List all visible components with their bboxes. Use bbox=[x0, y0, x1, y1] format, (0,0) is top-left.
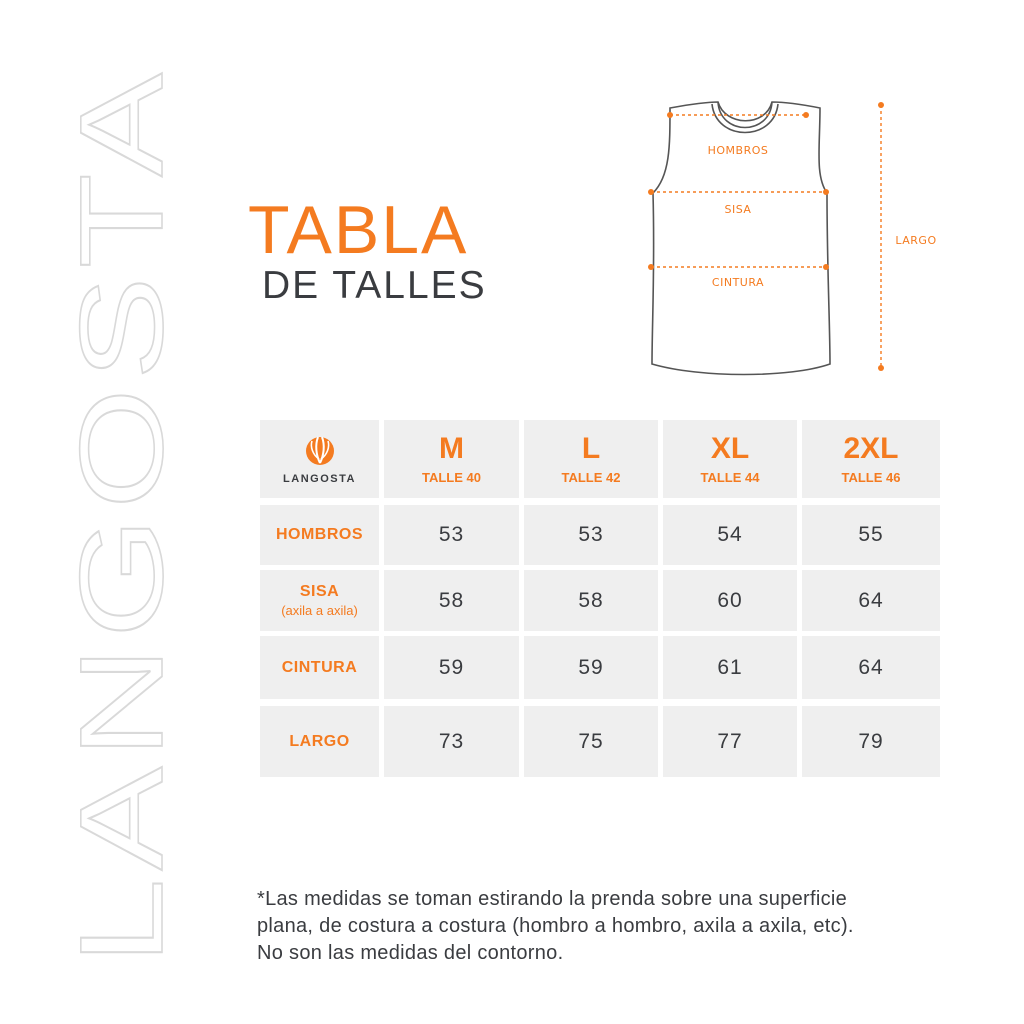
page-title: TABLA bbox=[248, 192, 469, 268]
row-label-sisa bbox=[260, 570, 379, 631]
brand-watermark bbox=[56, 60, 188, 970]
row-label: LARGO bbox=[289, 732, 350, 750]
table-cell bbox=[384, 505, 519, 565]
cell-value: 61 bbox=[717, 655, 743, 679]
cell-value: 59 bbox=[578, 655, 604, 679]
lobster-logo-icon bbox=[303, 433, 337, 467]
size-header-l bbox=[524, 420, 658, 498]
cell-value: 77 bbox=[717, 729, 743, 753]
table-cell bbox=[384, 706, 519, 777]
table-cell bbox=[663, 706, 797, 777]
table-cell bbox=[384, 636, 519, 699]
watermark-text: LANGOSTA bbox=[56, 283, 188, 965]
size-header-xl bbox=[663, 420, 797, 498]
brand-logo-cell bbox=[260, 420, 379, 498]
row-label: HOMBROS bbox=[275, 526, 364, 543]
cell-value: 64 bbox=[858, 655, 884, 679]
cell-value: 55 bbox=[858, 523, 884, 546]
size-table bbox=[260, 420, 940, 777]
table-cell bbox=[524, 570, 658, 631]
cell-value: 79 bbox=[858, 729, 884, 753]
note-line: plana, de costura a costura (hombro a hombro, axila a axila, etc). bbox=[257, 915, 854, 937]
cell-value: 58 bbox=[578, 588, 604, 612]
cell-value: 64 bbox=[858, 588, 884, 612]
size-letter: XL bbox=[710, 431, 750, 465]
label-cintura: CINTURA bbox=[711, 276, 765, 289]
note-line: *Las medidas se toman estirando la prenda sobre una superficie bbox=[257, 888, 848, 910]
page-subtitle: DE TALLES bbox=[262, 264, 487, 307]
table-cell bbox=[802, 636, 940, 699]
table-cell bbox=[663, 570, 797, 631]
cell-value: 53 bbox=[578, 523, 604, 546]
size-talle: TALLE 44 bbox=[700, 469, 760, 485]
table-cell bbox=[663, 505, 797, 565]
cell-value: 54 bbox=[717, 523, 743, 546]
size-letter: M bbox=[439, 431, 464, 465]
measurement-note bbox=[257, 886, 957, 967]
note-line: No son las medidas del contorno. bbox=[257, 942, 564, 964]
table-cell bbox=[802, 570, 940, 631]
tank-top-diagram bbox=[640, 96, 950, 386]
cell-value: 73 bbox=[438, 729, 465, 753]
size-header-m bbox=[384, 420, 519, 498]
table-cell bbox=[384, 570, 519, 631]
row-label-largo bbox=[260, 706, 379, 777]
row-label: SISA bbox=[299, 583, 340, 600]
table-cell bbox=[524, 706, 658, 777]
table-cell bbox=[802, 505, 940, 565]
brand-name: LANGOSTA bbox=[283, 473, 356, 485]
size-talle: TALLE 42 bbox=[561, 469, 621, 485]
row-label-cintura bbox=[260, 636, 379, 699]
label-largo: LARGO bbox=[895, 234, 937, 247]
row-label: CINTURA bbox=[281, 658, 358, 676]
row-sublabel: (axila a axila) bbox=[281, 603, 358, 618]
label-hombros: HOMBROS bbox=[707, 144, 769, 157]
size-header-2xl bbox=[802, 420, 940, 498]
row-label-hombros bbox=[260, 505, 379, 565]
size-letter: L bbox=[581, 431, 601, 465]
cell-value: 53 bbox=[438, 523, 465, 546]
table-cell bbox=[802, 706, 940, 777]
cell-value: 60 bbox=[717, 588, 743, 612]
tank-top-outline bbox=[652, 102, 830, 375]
measure-dots bbox=[648, 102, 884, 371]
cell-value: 75 bbox=[578, 729, 604, 753]
size-talle: TALLE 46 bbox=[841, 469, 901, 485]
size-talle: TALLE 40 bbox=[422, 469, 481, 485]
table-cell bbox=[524, 636, 658, 699]
table-cell bbox=[524, 505, 658, 565]
label-sisa: SISA bbox=[724, 203, 752, 216]
cell-value: 59 bbox=[438, 655, 465, 679]
size-letter: 2XL bbox=[843, 431, 899, 465]
cell-value: 58 bbox=[438, 588, 465, 612]
table-cell bbox=[663, 636, 797, 699]
